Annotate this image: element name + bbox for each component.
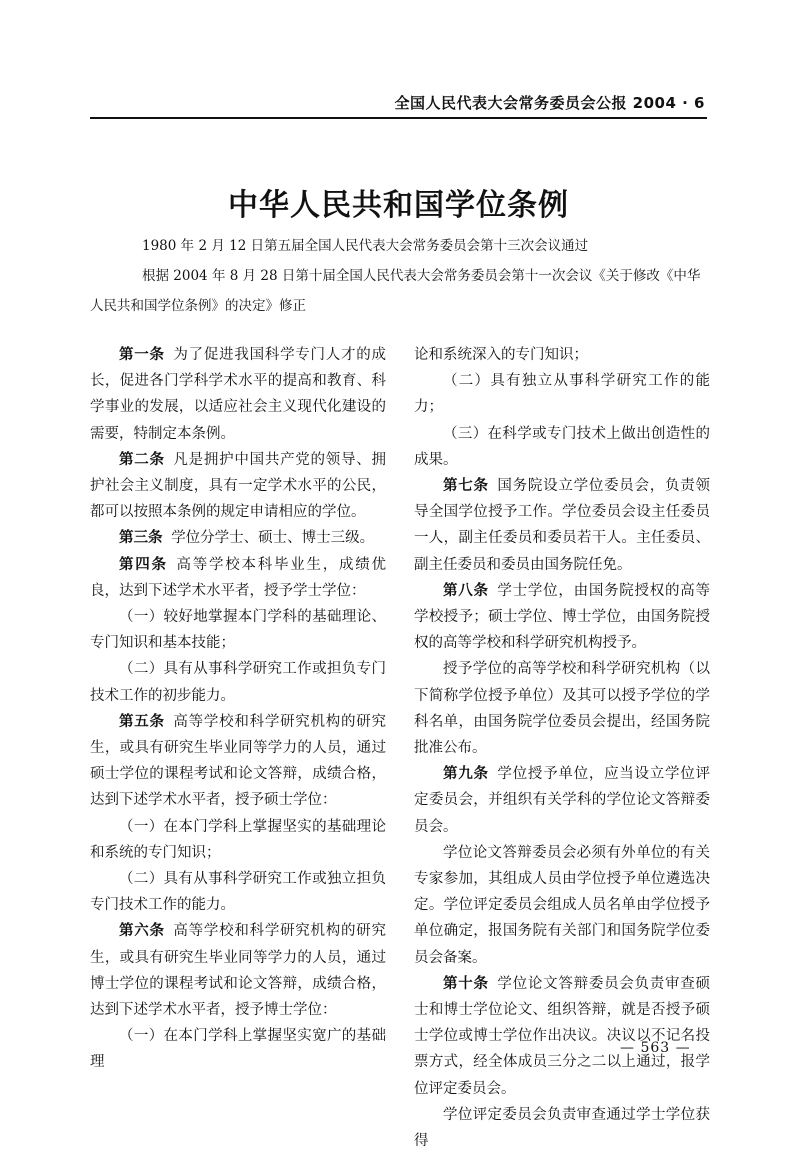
document-title: 中华人民共和国学位条例 (228, 188, 569, 223)
article-text: 高等学校和科学研究机构的研究生，或具有研究生毕业同等学力的人员，通过硕士学位的课程考试和论文答辩，成绩合格，达到下述学术水平者，授予硕士学位： (90, 713, 387, 809)
article-text: 高等学校和科学研究机构的研究生，或具有研究生毕业同等学力的人员，通过博士学位的课程考试和论文答辩，成绩合格，达到下述学术水平者，授予博士学位： (90, 923, 387, 1019)
article-label: 第五条 (119, 712, 165, 730)
clause: （三）在科学或专门技术上做出创造性的成果。 (414, 425, 710, 468)
article-text: 学士学位，由国务院授权的高等学校授予；硕士学位、博士学位，由国务院授权的高等学校和科学研究机构授予。 (414, 582, 711, 652)
article-3 (90, 525, 386, 551)
running-header: 全国人民代表大会常务委员会公报 2004 · 6 (394, 94, 705, 112)
paragraph: 授予学位的高等学校和科学研究机构（以下简称学位授予单位）及其可以授予学位的学科名单，由国务院学位委员会提出，经国务院批准公布。 (414, 661, 710, 757)
article-5 (90, 709, 386, 814)
article-10 (414, 971, 710, 1102)
header-rule (90, 117, 707, 119)
clause: （一）较好地掌握本门学科的基础理论、专门知识和基本技能； (90, 609, 386, 652)
article-text: 学位论文答辩委员会负责审查硕士和博士学位论文、组织答辩，就是否授予硕士学位或博士学位作出决议。决议以不记名投票方式，经全体成员三分之二以上通过，报学位评定委员会。 (414, 975, 711, 1097)
clause: （二）具有从事科学研究工作或独立担负专门技术工作的能力。 (90, 871, 386, 914)
article-7 (414, 473, 710, 578)
left-column (90, 342, 386, 1076)
article-label: 第八条 (443, 581, 489, 599)
right-column (414, 342, 710, 1154)
article-label: 第四条 (119, 555, 168, 573)
clause: （一）在本门学科上掌握坚实宽广的基础理 (90, 1028, 386, 1071)
article-text: 凡是拥护中国共产党的领导、拥护社会主义制度，具有一定学术水平的公民，都可以按照本条例的规定申请相应的学位。 (90, 451, 387, 521)
article-label: 第七条 (443, 477, 489, 495)
article-text: 学位分学士、硕士、博士三级。 (171, 530, 375, 547)
article-label: 第二条 (119, 450, 165, 468)
paragraph: 学位评定委员会负责审查通过学士学位获得 (414, 1106, 710, 1150)
article-9 (414, 761, 710, 840)
article-label: 第六条 (119, 922, 165, 940)
article-text: 高等学校本科毕业生，成绩优良，达到下述学术水平者，授予学士学位： (90, 556, 387, 599)
article-label: 第三条 (119, 529, 163, 547)
page-number: — 563 — (620, 1040, 691, 1056)
clause-continuation: 论和系统深入的专门知识； (414, 347, 588, 363)
amendment-note: 根据 2004 年 8 月 28 日第十届全国人民代表大会常务委员会第十一次会议《关于修改《中华人民共和国学位条例》的决定》修正 (90, 268, 701, 314)
clause: （一）在本门学科上掌握坚实的基础理论和系统的专门知识； (90, 818, 386, 861)
clause: （二）具有从事科学研究工作或担负专门技术工作的初步能力。 (90, 661, 386, 704)
article-text: 学位授予单位，应当设立学位评定委员会，并组织有关学科的学位论文答辩委员会。 (414, 766, 711, 835)
adoption-note: 1980 年 2 月 12 日第五届全国人民代表大会常务委员会第十三次会议通过 (142, 238, 589, 254)
article-2 (90, 447, 386, 526)
article-text: 国务院设立学位委员会，负责领导全国学位授予工作。学位委员会设主任委员一人，副主任委员和委员若干人。主任委员、副主任委员和委员由国务院任免。 (414, 478, 711, 573)
article-1 (90, 342, 386, 447)
article-label: 第九条 (443, 765, 489, 783)
article-6 (90, 918, 386, 1023)
paragraph: 学位论文答辩委员会必须有外单位的有关专家参加，其组成人员由学位授予单位遴选决定。学位评定委员会组成人员名单由学位授予单位确定，报国务院有关部门和国务院学位委员会备案。 (414, 844, 710, 966)
clause: （二）具有独立从事科学研究工作的能力； (414, 373, 710, 416)
article-8 (414, 578, 710, 657)
article-label: 第一条 (119, 346, 165, 363)
article-4 (90, 552, 386, 604)
article-text: 为了促进我国科学专门人才的成长，促进各门学科学术水平的提高和教育、科学事业的发展，以适应社会主义现代化建设的需要，特制定本条例。 (90, 347, 387, 442)
article-label: 第十条 (443, 974, 489, 992)
